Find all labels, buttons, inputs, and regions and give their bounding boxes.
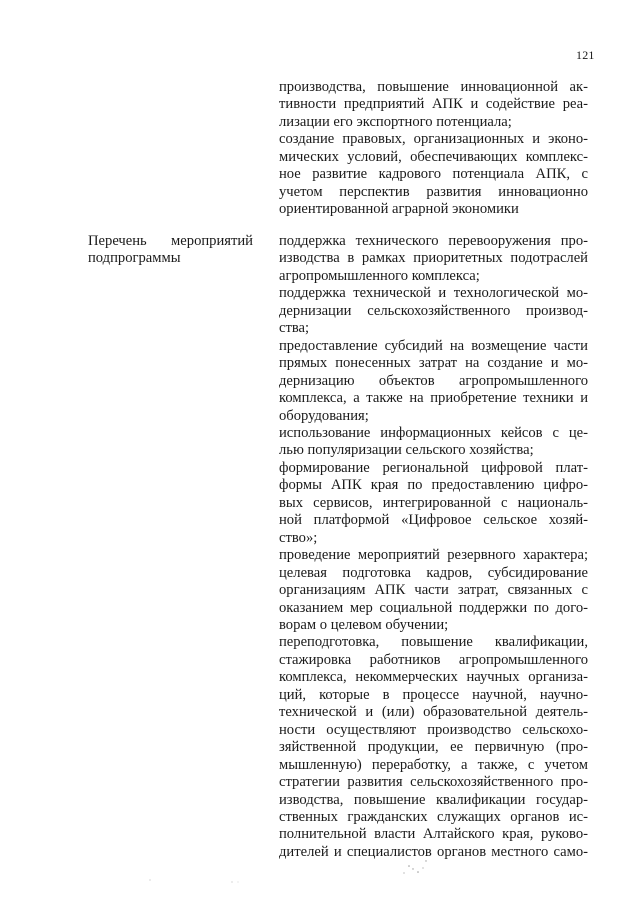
text-line: формы АПК края по предоставлению цифро- (279, 477, 588, 494)
text-line: ности осуществляют производство сельскохо- (279, 721, 588, 738)
text-line: проведение мероприятий резервного характера; (279, 547, 588, 564)
text-line: лью популяризации сельского хозяйства; (279, 442, 534, 459)
text-line: вых сервисов, интегрированной с националь- (279, 494, 588, 511)
text-line: ство»; (279, 529, 318, 546)
text-line: оборудования; (279, 407, 369, 424)
text-line: целевая подготовка кадров, субсидирование (279, 564, 588, 581)
text-line: тивности предприятий АПК и содействие реа- (279, 96, 588, 113)
text-line: зяйственной продукции, ее первичную (про- (279, 739, 588, 756)
text-line: дернизации сельскохозяйственного производ- (279, 302, 588, 319)
text-line: использование информационных кейсов с це- (279, 424, 588, 441)
text-line: стажировка работников агропромышленного (279, 651, 588, 668)
text-line: дернизацию объектов агропромышленного (279, 372, 588, 389)
text-line: предоставление субсидий на возмещение части (279, 337, 588, 354)
goals-text-block (279, 79, 588, 219)
text-line: изводства, повышение квалификации государ- (279, 791, 588, 808)
text-line: организациям АПК части затрат, связанных с (279, 582, 588, 599)
text-line: ственных гражданских служащих органов ис- (279, 808, 588, 825)
text-line: мических условий, обеспечивающих комплекс- (279, 148, 588, 165)
page-number: 121 (576, 48, 595, 62)
text-line: комплекса, некоммерческих научных организа- (279, 669, 588, 686)
text-line: формирование региональной цифровой плат- (279, 459, 588, 476)
text-line: ное развитие кадрового потенциала АПК, с (279, 166, 588, 183)
text-line: поддержка технической и технологической мо- (279, 285, 588, 302)
measures-text-block (279, 233, 588, 861)
text-line: технической и (или) образовательной деятель- (279, 704, 588, 721)
text-line: лизации его экспортного потенциала; (279, 113, 512, 130)
text-line: агропромышленного комплекса; (279, 267, 480, 284)
label-line: подпрограммы (88, 250, 181, 267)
text-line: оказанием мер социальной поддержки по дого- (279, 599, 588, 616)
text-line: изводства в рамках приоритетных подотраслей (279, 250, 588, 267)
text-line: ства; (279, 320, 310, 337)
row-label-measures-list (88, 233, 253, 268)
text-line: дителей и специалистов органов местного само- (279, 843, 588, 860)
text-line: переподготовка, повышение квалификации, (279, 634, 588, 651)
text-line: комплекса, а также на приобретение техники и (279, 390, 588, 407)
text-line: мышленную) переработку, а также, с учетом (279, 756, 588, 773)
text-line: ворам о целевом обучении; (279, 616, 449, 633)
text-line: создание правовых, организационных и эконо- (279, 131, 588, 148)
text-line: ной платформой «Цифровое сельское хозяй- (279, 512, 588, 529)
label-line: Перечень мероприятий (88, 233, 253, 249)
text-line: прямых понесенных затрат на создание и мо- (279, 355, 588, 372)
text-line: ориентированной аграрной экономики (279, 201, 519, 218)
text-line: поддержка технического перевооружения про- (279, 233, 588, 249)
text-line: ций, которые в процессе научной, научно- (279, 686, 588, 703)
text-line: полнительной власти Алтайского края, руково- (279, 826, 588, 843)
text-line: производства, повышение инновационной ак- (279, 79, 588, 95)
text-line: учетом перспектив развития инновационно (279, 183, 588, 200)
text-line: стратегии развития сельскохозяйственного про- (279, 774, 588, 791)
